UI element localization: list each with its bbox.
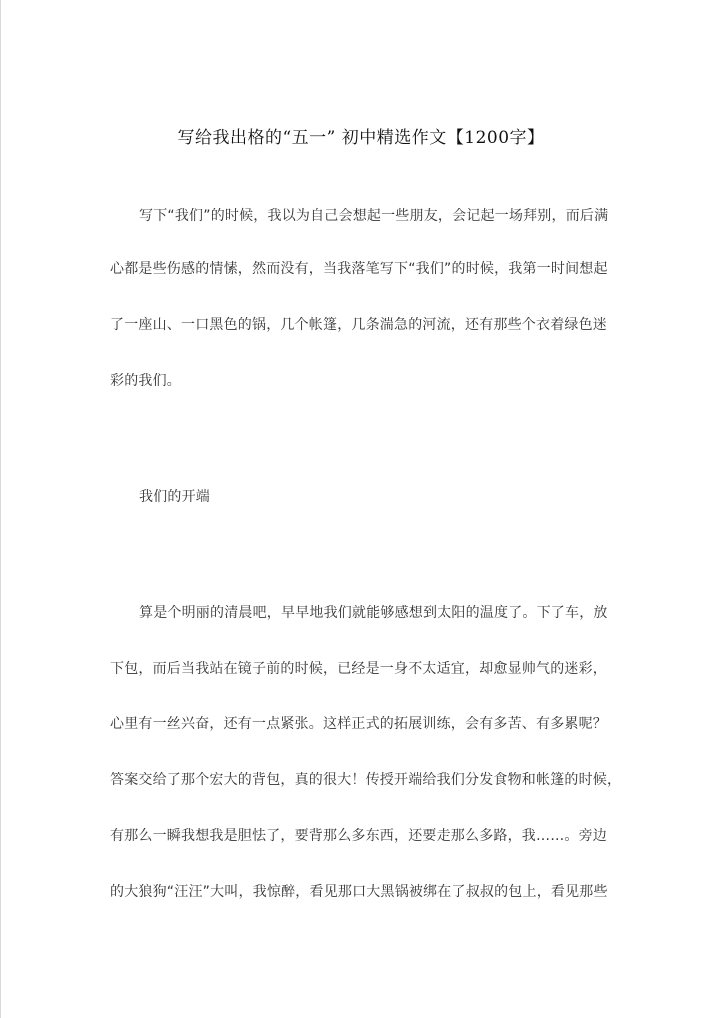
document-title: 写给我出格的“五一” 初中精选作文【1200字】 [177,128,545,148]
paragraph-1-line: 写下“我们”的时候，我以为自己会想起一些朋友，会记起一场拜别，而后满 [139,208,609,224]
paragraph-2-line: 心里有一丝兴奋，还有一点紧张。这样正式的拓展训练，会有多苦、有多累呢？ [110,716,607,732]
paragraph-2-line: 下包，而后当我站在镜子前的时候，已经是一身不太适宜，却愈显帅气的迷彩， [110,661,607,677]
paragraph-2-line: 有那么一瞬我想我是胆怯了，要背那么多东西，还要走那么多路，我……。旁边 [110,828,607,844]
paragraph-2-line: 答案交给了那个宏大的背包，真的很大！传授开端给我们分发食物和帐篷的时候， [110,772,622,788]
section-heading: 我们的开端 [139,489,210,505]
paragraph-2-line: 的大狼狗“汪汪”大叫，我惊醉，看见那口大黑锅被绑在了叔叔的包上，看见那些 [110,884,608,900]
paragraph-1-line: 了一座山、一口黑色的锅，几个帐篷，几条湍急的河流，还有那些个衣着绿色迷 [110,317,607,333]
paragraph-1-line: 彩的我们。 [110,373,181,389]
paragraph-1-line: 心都是些伤感的情愫，然而没有，当我落笔写下“我们”的时候，我第一时间想起 [110,261,608,277]
paragraph-2-line: 算是个明丽的清晨吧，早早地我们就能够感想到太阳的温度了。下了车，放 [139,605,608,621]
